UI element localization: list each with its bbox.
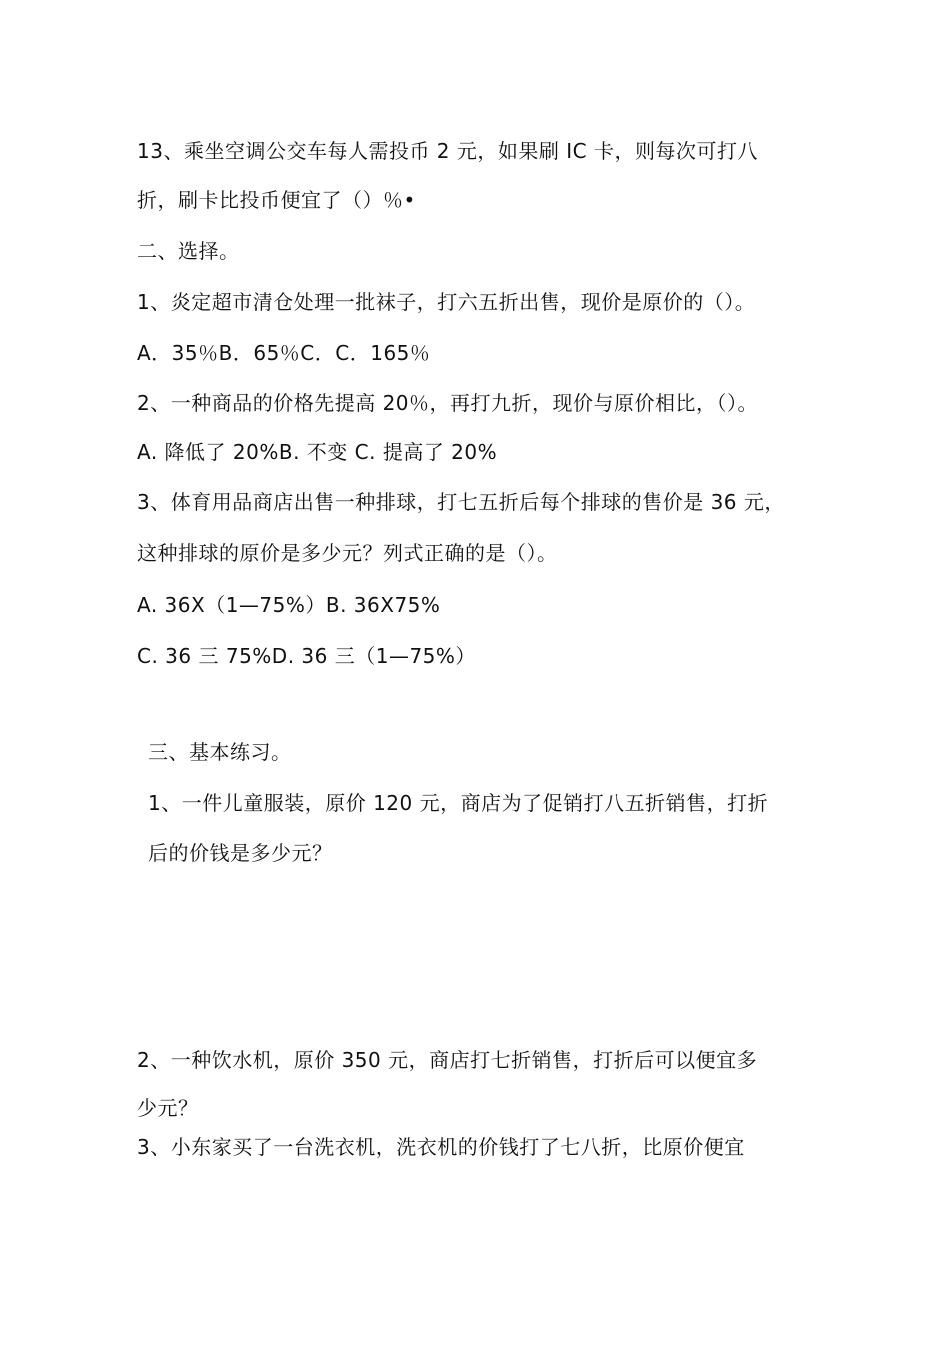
practice-1-line-1: 1、一件儿童服装，原价 120 元，商店为了促销打八五折销售，打折 (148, 791, 769, 815)
section-3-heading: 三、基本练习。 (148, 740, 292, 764)
choice-2-options: A. 降低了 20%B. 不变 C. 提高了 20% (137, 440, 498, 464)
choice-1-options: A．35％B．65％C．C．165％ (137, 341, 431, 365)
section-2-heading: 二、选择。 (137, 239, 240, 263)
practice-2-line-2: 少元？ (137, 1096, 199, 1120)
choice-1-stem: 1、炎定超市清仓处理一批袜子，打六五折出售，现价是原价的（）。 (137, 290, 756, 314)
choice-3-options-line-1: A. 36X（1—75%）B. 36X75% (137, 593, 441, 617)
practice-3-line-1: 3、小东家买了一台洗衣机，洗衣机的价钱打了七八折，比原价便宜 (137, 1135, 745, 1159)
choice-2-stem: 2、一种商品的价格先提高 20％，再打九折，现价与原价相比，（）。 (137, 391, 759, 415)
choice-3-options-line-2: C. 36 三 75%D. 36 三（1—75%） (137, 644, 476, 668)
question-13-line-2: 折，刷卡比投币便宜了（）％• (137, 188, 416, 212)
practice-2-line-1: 2、一种饮水机，原价 350 元，商店打七折销售，打折后可以便宜多 (137, 1048, 758, 1072)
practice-1-line-2: 后的价钱是多少元？ (148, 841, 333, 865)
choice-3-stem-line-2: 这种排球的原价是多少元？列式正确的是（）。 (137, 541, 558, 565)
choice-3-stem-line-1: 3、体育用品商店出售一种排球，打七五折后每个排球的售价是 36 元， (137, 490, 785, 514)
question-13-line-1: 13、乘坐空调公交车每人需投币 2 元，如果刷 IC 卡，则每次可打八 (137, 139, 758, 163)
